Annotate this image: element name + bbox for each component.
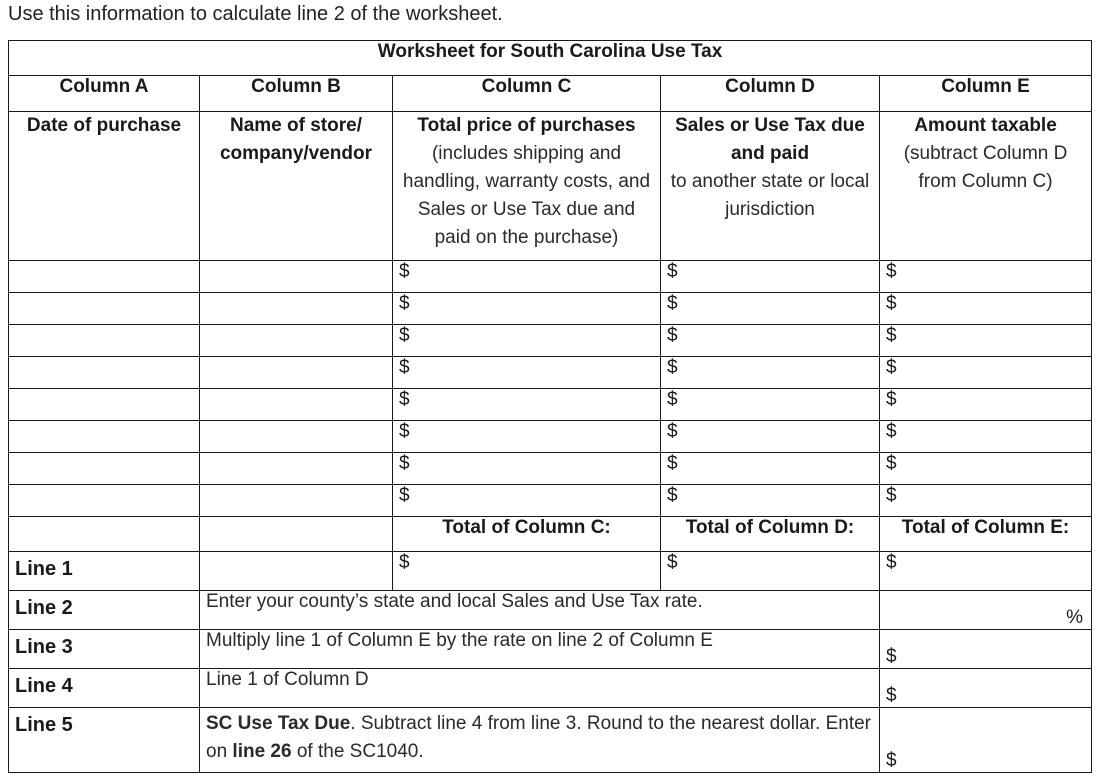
line-4-instruction: Line 1 of Column D [200,669,880,708]
column-e-amount-field[interactable]: $ [880,261,1092,293]
column-c-description: Total price of purchases (includes shipping and handling, warranty costs, and Sales or Use Tax due and paid on the purchase) [393,112,661,261]
line-1-column-d-field[interactable]: $ [661,552,880,591]
column-e-amount-field[interactable]: $ [880,453,1092,485]
date-field[interactable] [9,325,200,357]
date-field[interactable] [9,453,200,485]
line-3-amount-field[interactable]: $ [880,630,1092,669]
line-1-column-e-field[interactable]: $ [880,552,1092,591]
line-5-instruction: SC Use Tax Due. Subtract line 4 from line 3. Round to the nearest dollar. Enter on line 26 of the SC1040. [200,708,880,773]
column-d-header: Column D [661,76,880,112]
vendor-field[interactable] [200,485,393,517]
column-c-amount-field[interactable]: $ [393,293,661,325]
total-column-e-label: Total of Column E: [880,517,1092,552]
entry-row [9,485,1092,517]
entry-row [9,261,1092,293]
line-3-instruction: Multiply line 1 of Column E by the rate on line 2 of Column E [200,630,880,669]
vendor-field[interactable] [200,421,393,453]
column-b-header: Column B [200,76,393,112]
column-d-amount-field[interactable]: $ [661,293,880,325]
column-e-amount-field[interactable]: $ [880,357,1092,389]
vendor-field[interactable] [200,357,393,389]
date-field[interactable] [9,389,200,421]
line-2-instruction: Enter your county’s state and local Sales and Use Tax rate. [200,591,880,630]
use-tax-worksheet [8,40,1092,773]
column-e-amount-field[interactable]: $ [880,421,1092,453]
worksheet-title: Worksheet for South Carolina Use Tax [9,41,1092,76]
worksheet-title-row [9,41,1092,76]
column-d-amount-field[interactable]: $ [661,261,880,293]
column-c-amount-field[interactable]: $ [393,485,661,517]
line-2-row [9,591,1092,630]
column-c-amount-field[interactable]: $ [393,357,661,389]
column-d-amount-field[interactable]: $ [661,453,880,485]
column-c-header: Column C [393,76,661,112]
column-header-row [9,76,1092,112]
date-field[interactable] [9,261,200,293]
line-3-row [9,630,1092,669]
column-d-amount-field[interactable]: $ [661,357,880,389]
line-1-row [9,552,1092,591]
date-field[interactable] [9,421,200,453]
column-b-description: Name of store/ company/vendor [200,112,393,261]
column-description-row [9,112,1092,261]
column-e-amount-field[interactable]: $ [880,325,1092,357]
column-e-description: Amount taxable (subtract Column D from Column C) [880,112,1092,261]
column-c-amount-field[interactable]: $ [393,261,661,293]
line-1-column-c-field[interactable]: $ [393,552,661,591]
total-column-d-label: Total of Column D: [661,517,880,552]
column-c-amount-field[interactable]: $ [393,453,661,485]
totals-row [9,517,1092,552]
date-field[interactable] [9,485,200,517]
line-5-label: Line 5 [9,708,200,773]
column-c-amount-field[interactable]: $ [393,421,661,453]
vendor-field[interactable] [200,293,393,325]
line-4-row [9,669,1092,708]
line-4-label: Line 4 [9,669,200,708]
line-5-row [9,708,1092,773]
line-3-label: Line 3 [9,630,200,669]
line-1-label: Line 1 [9,552,200,591]
entry-row [9,325,1092,357]
entry-row [9,357,1092,389]
column-e-amount-field[interactable]: $ [880,389,1092,421]
total-column-c-label: Total of Column C: [393,517,661,552]
date-field[interactable] [9,293,200,325]
column-d-amount-field[interactable]: $ [661,485,880,517]
intro-text: Use this information to calculate line 2 of the worksheet. [8,3,503,25]
column-e-amount-field[interactable]: $ [880,293,1092,325]
line-2-label: Line 2 [9,591,200,630]
vendor-field[interactable] [200,389,393,421]
line-2-rate-field[interactable]: % [880,591,1092,630]
entry-row [9,389,1092,421]
column-d-amount-field[interactable]: $ [661,389,880,421]
vendor-field[interactable] [200,261,393,293]
column-a-header: Column A [9,76,200,112]
date-field[interactable] [9,357,200,389]
entry-row [9,453,1092,485]
column-d-description: Sales or Use Tax due and paid to another state or local jurisdiction [661,112,880,261]
column-e-amount-field[interactable]: $ [880,485,1092,517]
column-a-description: Date of purchase [9,112,200,261]
line-5-amount-field[interactable]: $ [880,708,1092,773]
vendor-field[interactable] [200,325,393,357]
vendor-field[interactable] [200,453,393,485]
column-e-header: Column E [880,76,1092,112]
line-4-amount-field[interactable]: $ [880,669,1092,708]
column-c-amount-field[interactable]: $ [393,389,661,421]
column-d-amount-field[interactable]: $ [661,421,880,453]
column-d-amount-field[interactable]: $ [661,325,880,357]
column-c-amount-field[interactable]: $ [393,325,661,357]
entry-row [9,421,1092,453]
entry-row [9,293,1092,325]
